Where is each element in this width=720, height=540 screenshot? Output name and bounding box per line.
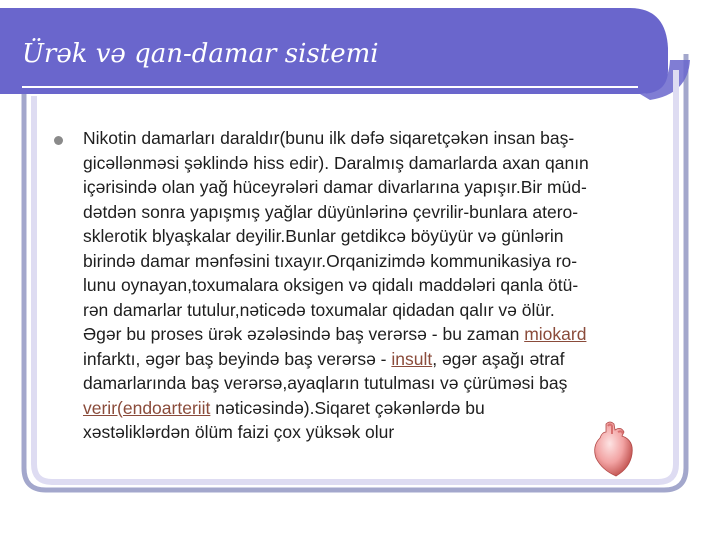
paragraph-line [83, 200, 678, 225]
slide-title: Ürək və qan-damar sistemi [22, 39, 379, 69]
text-segment: Əgər bu proses ürək əzələsində baş verərsə - bu zaman [83, 324, 525, 344]
text-segment: içərisində olan yağ hüceyrələri damar divarlarına yapışır.Bir müd- [83, 177, 587, 197]
paragraph-line [83, 151, 678, 176]
text-segment: gicəllənməsi şəklində hiss edir). Daralmış damarlarda axan qanın [83, 152, 589, 173]
paragraph-line [83, 249, 678, 274]
hyperlink-insult[interactable]: insult [391, 348, 433, 369]
paragraph-line [83, 347, 678, 372]
hyperlink-miokard[interactable]: miokard [524, 324, 587, 344]
hyperlink-verirendoarteriit[interactable]: verir(endoarteriit [83, 397, 211, 418]
paragraph-line [83, 175, 678, 200]
text-segment: damarlarında baş verərsə,ayaqların tutulması və çürüməsi baş [83, 373, 568, 393]
text-segment: nəticəsində).Siqaret çəkənlərdə bu [210, 397, 485, 418]
body-paragraph [83, 126, 678, 445]
text-segment: birində damar mənfəsini tıxayır.Orqanizimdə kommunikasiya ro- [83, 250, 578, 271]
text-segment: rən damarlar tutulur,nəticədə toxumalar qidadan qalır və ölür. [83, 299, 555, 320]
text-segment: dətdən sonra yapışmış yağlar düyünlərinə çevrilir-bunlara atero- [83, 201, 579, 222]
paragraph-line [83, 273, 678, 298]
text-segment: Nikotin damarları daraldır(bunu ilk dəfə siqaretçəkən insan baş- [83, 128, 575, 148]
title-underline [22, 86, 638, 88]
text-segment: infarktı, əgər baş beyində baş verərsə - [83, 348, 392, 369]
paragraph-line [83, 371, 678, 396]
text-segment: xəstəliklərdən ölüm faizi çox yüksək olur [83, 422, 395, 442]
heart-icon [588, 418, 638, 478]
text-segment: lunu oynayan,toxumalara oksigen və qidalı maddələri qanla ötü- [83, 275, 579, 295]
paragraph-line [83, 298, 678, 323]
paragraph-line [83, 396, 678, 421]
paragraph-line [83, 322, 678, 347]
paragraph-line [83, 126, 678, 151]
bullet-dot-icon [54, 136, 63, 145]
text-segment: , əgər aşağı ətraf [432, 348, 565, 369]
text-segment: sklerotik blyaşkalar deyilir.Bunlar getdikcə böyüyür və günlərin [83, 226, 564, 246]
paragraph-line [83, 224, 678, 249]
